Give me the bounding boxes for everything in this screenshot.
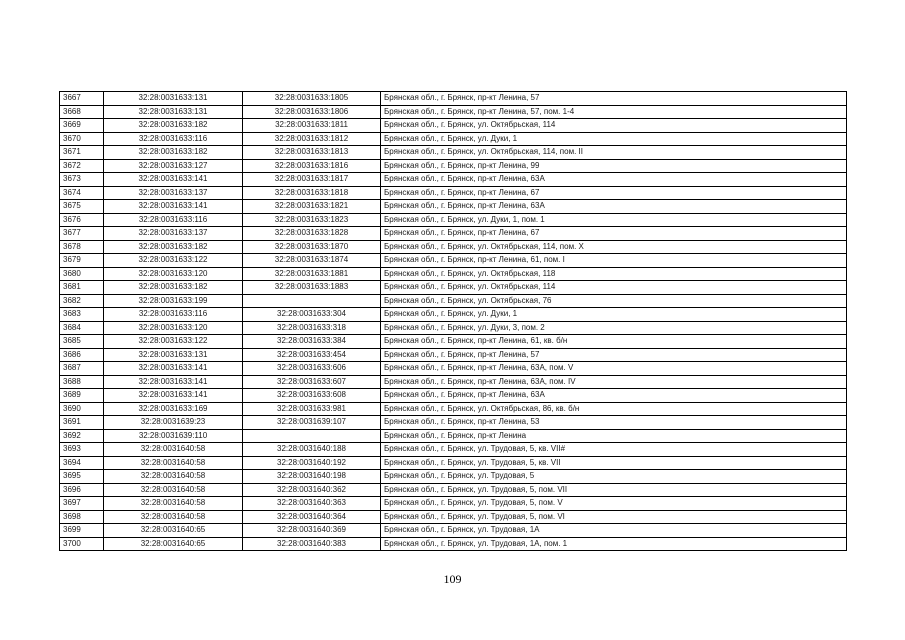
- address-cell: Брянская обл., г. Брянск, ул. Дуки, 1: [381, 308, 847, 322]
- address-cell: Брянская обл., г. Брянск, пр-кт Ленина, 63А: [381, 200, 847, 214]
- table-row: [60, 443, 847, 457]
- table-row: [60, 186, 847, 200]
- row-number-cell: 3698: [60, 510, 104, 524]
- table-row: [60, 159, 847, 173]
- table-row: [60, 389, 847, 403]
- table-row: [60, 105, 847, 119]
- cadastral-number-cell: 32:28:0031633:1812: [243, 132, 381, 146]
- row-number-cell: 3683: [60, 308, 104, 322]
- table-row: [60, 416, 847, 430]
- cadastral-number-cell: 32:28:0031633:1821: [243, 200, 381, 214]
- parent-cadastral-number-cell: 32:28:0031633:182: [104, 146, 243, 160]
- address-cell: Брянская обл., г. Брянск, ул. Октябрьская, 86, кв. б/н: [381, 402, 847, 416]
- address-cell: Брянская обл., г. Брянск, пр-кт Ленина, 63А: [381, 389, 847, 403]
- address-cell: Брянская обл., г. Брянск, пр-кт Ленина, 99: [381, 159, 847, 173]
- address-cell: Брянская обл., г. Брянск, ул. Дуки, 1: [381, 132, 847, 146]
- cadastral-number-cell: [243, 294, 381, 308]
- cadastral-number-cell: 32:28:0031633:1811: [243, 119, 381, 133]
- table-row: [60, 213, 847, 227]
- address-cell: Брянская обл., г. Брянск, ул. Трудовая, 5, пом. VII: [381, 483, 847, 497]
- address-cell: Брянская обл., г. Брянск, ул. Трудовая, 5, кв. VII#: [381, 443, 847, 457]
- table-row: [60, 119, 847, 133]
- parent-cadastral-number-cell: 32:28:0031633:120: [104, 321, 243, 335]
- parent-cadastral-number-cell: 32:28:0031633:169: [104, 402, 243, 416]
- table-row: [60, 294, 847, 308]
- row-number-cell: 3667: [60, 92, 104, 106]
- row-number-cell: 3685: [60, 335, 104, 349]
- cadastral-number-cell: 32:28:0031640:364: [243, 510, 381, 524]
- cadastral-number-cell: 32:28:0031633:304: [243, 308, 381, 322]
- table-row: [60, 483, 847, 497]
- row-number-cell: 3692: [60, 429, 104, 443]
- parent-cadastral-number-cell: 32:28:0031633:182: [104, 240, 243, 254]
- table-row: [60, 375, 847, 389]
- table-row: [60, 146, 847, 160]
- parent-cadastral-number-cell: 32:28:0031640:58: [104, 510, 243, 524]
- table-row: [60, 240, 847, 254]
- address-cell: Брянская обл., г. Брянск, пр-кт Ленина, 67: [381, 186, 847, 200]
- table-row: [60, 402, 847, 416]
- row-number-cell: 3696: [60, 483, 104, 497]
- page-number: 109: [443, 572, 462, 586]
- table-row: [60, 362, 847, 376]
- row-number-cell: 3680: [60, 267, 104, 281]
- parent-cadastral-number-cell: 32:28:0031640:58: [104, 443, 243, 457]
- row-number-cell: 3699: [60, 524, 104, 538]
- cadastral-number-cell: 32:28:0031633:1806: [243, 105, 381, 119]
- address-cell: Брянская обл., г. Брянск, пр-кт Ленина, 63А: [381, 173, 847, 187]
- cadastral-number-cell: 32:28:0031633:607: [243, 375, 381, 389]
- parent-cadastral-number-cell: 32:28:0031633:122: [104, 254, 243, 268]
- registry-table: [59, 91, 847, 551]
- cadastral-number-cell: 32:28:0031633:1805: [243, 92, 381, 106]
- row-number-cell: 3672: [60, 159, 104, 173]
- cadastral-number-cell: 32:28:0031633:1870: [243, 240, 381, 254]
- row-number-cell: 3691: [60, 416, 104, 430]
- cadastral-number-cell: 32:28:0031633:1881: [243, 267, 381, 281]
- cadastral-number-cell: 32:28:0031633:1816: [243, 159, 381, 173]
- parent-cadastral-number-cell: 32:28:0031639:110: [104, 429, 243, 443]
- parent-cadastral-number-cell: 32:28:0031640:65: [104, 524, 243, 538]
- row-number-cell: 3675: [60, 200, 104, 214]
- table-row: [60, 348, 847, 362]
- table-row: [60, 524, 847, 538]
- cadastral-number-cell: 32:28:0031633:1874: [243, 254, 381, 268]
- cadastral-number-cell: 32:28:0031633:384: [243, 335, 381, 349]
- row-number-cell: 3689: [60, 389, 104, 403]
- parent-cadastral-number-cell: 32:28:0031640:58: [104, 470, 243, 484]
- parent-cadastral-number-cell: 32:28:0031640:58: [104, 497, 243, 511]
- address-cell: Брянская обл., г. Брянск, пр-кт Ленина, 57: [381, 92, 847, 106]
- table-row: [60, 470, 847, 484]
- parent-cadastral-number-cell: 32:28:0031633:131: [104, 348, 243, 362]
- row-number-cell: 3676: [60, 213, 104, 227]
- cadastral-number-cell: 32:28:0031633:1828: [243, 227, 381, 241]
- row-number-cell: 3679: [60, 254, 104, 268]
- cadastral-number-cell: 32:28:0031640:369: [243, 524, 381, 538]
- parent-cadastral-number-cell: 32:28:0031633:199: [104, 294, 243, 308]
- cadastral-number-cell: 32:28:0031640:198: [243, 470, 381, 484]
- address-cell: Брянская обл., г. Брянск, ул. Октябрьская, 114: [381, 119, 847, 133]
- address-cell: Брянская обл., г. Брянск, пр-кт Ленина, 63А, пом. IV: [381, 375, 847, 389]
- row-number-cell: 3686: [60, 348, 104, 362]
- table-row: [60, 281, 847, 295]
- table-row: [60, 321, 847, 335]
- cadastral-number-cell: 32:28:0031633:981: [243, 402, 381, 416]
- table-row: [60, 254, 847, 268]
- cadastral-number-cell: 32:28:0031633:318: [243, 321, 381, 335]
- parent-cadastral-number-cell: 32:28:0031633:137: [104, 186, 243, 200]
- parent-cadastral-number-cell: 32:28:0031640:58: [104, 456, 243, 470]
- address-cell: Брянская обл., г. Брянск, пр-кт Ленина, 57, пом. 1-4: [381, 105, 847, 119]
- parent-cadastral-number-cell: 32:28:0031633:116: [104, 132, 243, 146]
- parent-cadastral-number-cell: 32:28:0031640:65: [104, 537, 243, 551]
- parent-cadastral-number-cell: 32:28:0031633:131: [104, 92, 243, 106]
- row-number-cell: 3682: [60, 294, 104, 308]
- table-row: [60, 537, 847, 551]
- row-number-cell: 3670: [60, 132, 104, 146]
- row-number-cell: 3687: [60, 362, 104, 376]
- address-cell: Брянская обл., г. Брянск, пр-кт Ленина: [381, 429, 847, 443]
- address-cell: Брянская обл., г. Брянск, ул. Октябрьская, 114, пом. X: [381, 240, 847, 254]
- address-cell: Брянская обл., г. Брянск, ул. Трудовая, 5, кв. VII: [381, 456, 847, 470]
- row-number-cell: 3668: [60, 105, 104, 119]
- address-cell: Брянская обл., г. Брянск, ул. Трудовая, 1А: [381, 524, 847, 538]
- parent-cadastral-number-cell: 32:28:0031633:141: [104, 200, 243, 214]
- cadastral-number-cell: 32:28:0031640:362: [243, 483, 381, 497]
- row-number-cell: 3690: [60, 402, 104, 416]
- address-cell: Брянская обл., г. Брянск, пр-кт Ленина, 61, пом. I: [381, 254, 847, 268]
- parent-cadastral-number-cell: 32:28:0031633:120: [104, 267, 243, 281]
- table-row: [60, 497, 847, 511]
- address-cell: Брянская обл., г. Брянск, ул. Трудовая, 1А, пом. 1: [381, 537, 847, 551]
- table-row: [60, 267, 847, 281]
- row-number-cell: 3697: [60, 497, 104, 511]
- address-cell: Брянская обл., г. Брянск, пр-кт Ленина, 53: [381, 416, 847, 430]
- parent-cadastral-number-cell: 32:28:0031633:182: [104, 119, 243, 133]
- table-row: [60, 510, 847, 524]
- address-cell: Брянская обл., г. Брянск, ул. Октябрьская, 118: [381, 267, 847, 281]
- row-number-cell: 3678: [60, 240, 104, 254]
- cadastral-number-cell: 32:28:0031633:1883: [243, 281, 381, 295]
- row-number-cell: 3669: [60, 119, 104, 133]
- table-row: [60, 173, 847, 187]
- cadastral-number-cell: 32:28:0031633:606: [243, 362, 381, 376]
- row-number-cell: 3677: [60, 227, 104, 241]
- parent-cadastral-number-cell: 32:28:0031633:141: [104, 173, 243, 187]
- row-number-cell: 3673: [60, 173, 104, 187]
- cadastral-number-cell: 32:28:0031633:1818: [243, 186, 381, 200]
- address-cell: Брянская обл., г. Брянск, ул. Трудовая, 5: [381, 470, 847, 484]
- address-cell: Брянская обл., г. Брянск, пр-кт Ленина, 63А, пом. V: [381, 362, 847, 376]
- address-cell: Брянская обл., г. Брянск, пр-кт Ленина, 57: [381, 348, 847, 362]
- parent-cadastral-number-cell: 32:28:0031633:137: [104, 227, 243, 241]
- parent-cadastral-number-cell: 32:28:0031633:116: [104, 308, 243, 322]
- cadastral-number-cell: 32:28:0031640:383: [243, 537, 381, 551]
- parent-cadastral-number-cell: 32:28:0031633:182: [104, 281, 243, 295]
- row-number-cell: 3694: [60, 456, 104, 470]
- parent-cadastral-number-cell: 32:28:0031633:141: [104, 375, 243, 389]
- cadastral-number-cell: 32:28:0031633:1823: [243, 213, 381, 227]
- row-number-cell: 3674: [60, 186, 104, 200]
- cadastral-number-cell: 32:28:0031633:1817: [243, 173, 381, 187]
- row-number-cell: 3671: [60, 146, 104, 160]
- parent-cadastral-number-cell: 32:28:0031633:127: [104, 159, 243, 173]
- parent-cadastral-number-cell: 32:28:0031639:23: [104, 416, 243, 430]
- table-row: [60, 227, 847, 241]
- row-number-cell: 3693: [60, 443, 104, 457]
- table-row: [60, 456, 847, 470]
- address-cell: Брянская обл., г. Брянск, ул. Октябрьская, 114: [381, 281, 847, 295]
- parent-cadastral-number-cell: 32:28:0031633:131: [104, 105, 243, 119]
- parent-cadastral-number-cell: 32:28:0031633:141: [104, 362, 243, 376]
- cadastral-number-cell: 32:28:0031633:1813: [243, 146, 381, 160]
- cadastral-number-cell: [243, 429, 381, 443]
- address-cell: Брянская обл., г. Брянск, ул. Дуки, 1, пом. 1: [381, 213, 847, 227]
- address-cell: Брянская обл., г. Брянск, ул. Трудовая, 5, пом. VI: [381, 510, 847, 524]
- address-cell: Брянская обл., г. Брянск, пр-кт Ленина, 67: [381, 227, 847, 241]
- address-cell: Брянская обл., г. Брянск, ул. Дуки, 3, пом. 2: [381, 321, 847, 335]
- cadastral-number-cell: 32:28:0031640:188: [243, 443, 381, 457]
- parent-cadastral-number-cell: 32:28:0031633:141: [104, 389, 243, 403]
- address-cell: Брянская обл., г. Брянск, ул. Октябрьская, 76: [381, 294, 847, 308]
- table-row: [60, 308, 847, 322]
- registry-table-body: [60, 92, 847, 551]
- cadastral-number-cell: 32:28:0031633:454: [243, 348, 381, 362]
- cadastral-number-cell: 32:28:0031640:192: [243, 456, 381, 470]
- parent-cadastral-number-cell: 32:28:0031633:122: [104, 335, 243, 349]
- cadastral-number-cell: 32:28:0031639:107: [243, 416, 381, 430]
- table-row: [60, 429, 847, 443]
- parent-cadastral-number-cell: 32:28:0031633:116: [104, 213, 243, 227]
- row-number-cell: 3681: [60, 281, 104, 295]
- address-cell: Брянская обл., г. Брянск, ул. Октябрьская, 114, пом. II: [381, 146, 847, 160]
- table-row: [60, 335, 847, 349]
- address-cell: Брянская обл., г. Брянск, ул. Трудовая, 5, пом. V: [381, 497, 847, 511]
- table-row: [60, 132, 847, 146]
- row-number-cell: 3700: [60, 537, 104, 551]
- row-number-cell: 3688: [60, 375, 104, 389]
- row-number-cell: 3684: [60, 321, 104, 335]
- address-cell: Брянская обл., г. Брянск, пр-кт Ленина, 61, кв. б/н: [381, 335, 847, 349]
- parent-cadastral-number-cell: 32:28:0031640:58: [104, 483, 243, 497]
- table-row: [60, 200, 847, 214]
- row-number-cell: 3695: [60, 470, 104, 484]
- cadastral-number-cell: 32:28:0031633:608: [243, 389, 381, 403]
- table-row: [60, 92, 847, 106]
- cadastral-number-cell: 32:28:0031640:363: [243, 497, 381, 511]
